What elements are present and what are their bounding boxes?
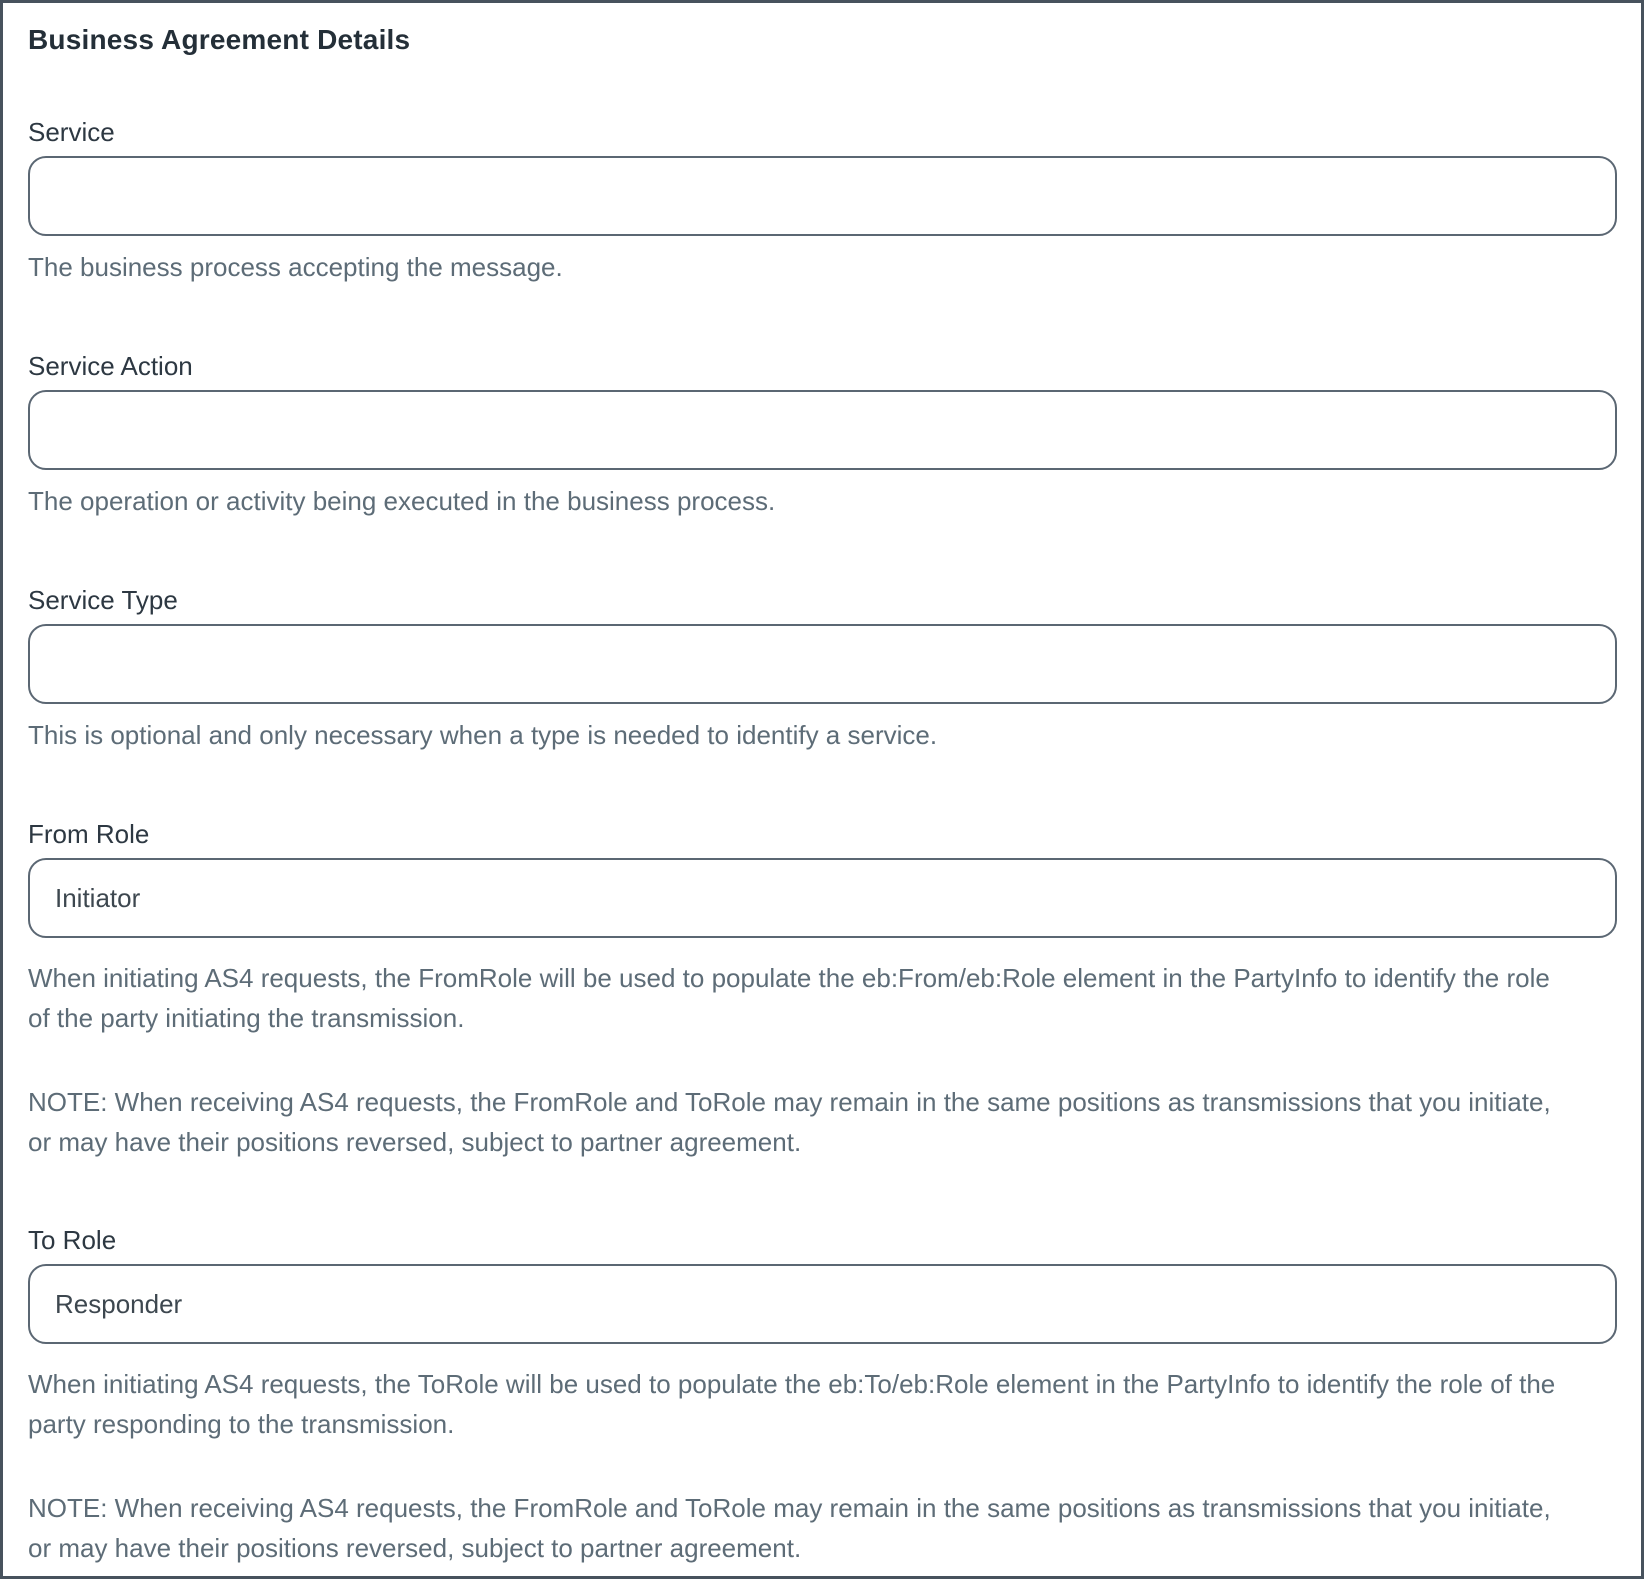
- to-role-input[interactable]: [28, 1264, 1617, 1344]
- to-role-description: When initiating AS4 requests, the ToRole will be used to populate the eb:To/eb:Role element in the PartyInfo to identify the role of the party responding to the transmission.: [28, 1369, 1556, 1439]
- service-help-text: The business process accepting the message.: [28, 252, 563, 282]
- to-role-field-group: [28, 1226, 1617, 1568]
- page-title: Business Agreement Details: [28, 24, 411, 55]
- from-role-label: From Role: [28, 819, 150, 849]
- to-role-note: NOTE: When receiving AS4 requests, the FromRole and ToRole may remain in the same positions as transmissions that you initiate, or may have their positions reversed, subject to partner agreement.: [28, 1493, 1551, 1563]
- service-type-input[interactable]: [28, 624, 1617, 704]
- service-type-field-group: [28, 586, 1617, 750]
- service-type-label: Service Type: [28, 585, 178, 615]
- service-action-help-text: The operation or activity being executed in the business process.: [28, 486, 776, 516]
- from-role-field-group: [28, 820, 1617, 1162]
- service-action-label: Service Action: [28, 351, 193, 381]
- service-type-help-text: This is optional and only necessary when a type is needed to identify a service.: [28, 720, 938, 750]
- service-label: Service: [28, 117, 115, 147]
- service-input[interactable]: [28, 156, 1617, 236]
- service-field-group: [28, 118, 1617, 282]
- service-action-input[interactable]: [28, 390, 1617, 470]
- from-role-note: NOTE: When receiving AS4 requests, the FromRole and ToRole may remain in the same positions as transmissions that you initiate, or may have their positions reversed, subject to partner agreement.: [28, 1087, 1551, 1157]
- service-action-field-group: [28, 352, 1617, 516]
- to-role-label: To Role: [28, 1225, 117, 1255]
- from-role-input[interactable]: [28, 858, 1617, 938]
- from-role-description: When initiating AS4 requests, the FromRole will be used to populate the eb:From/eb:Role element in the PartyInfo to identify the role of the party initiating the transmission.: [28, 963, 1550, 1033]
